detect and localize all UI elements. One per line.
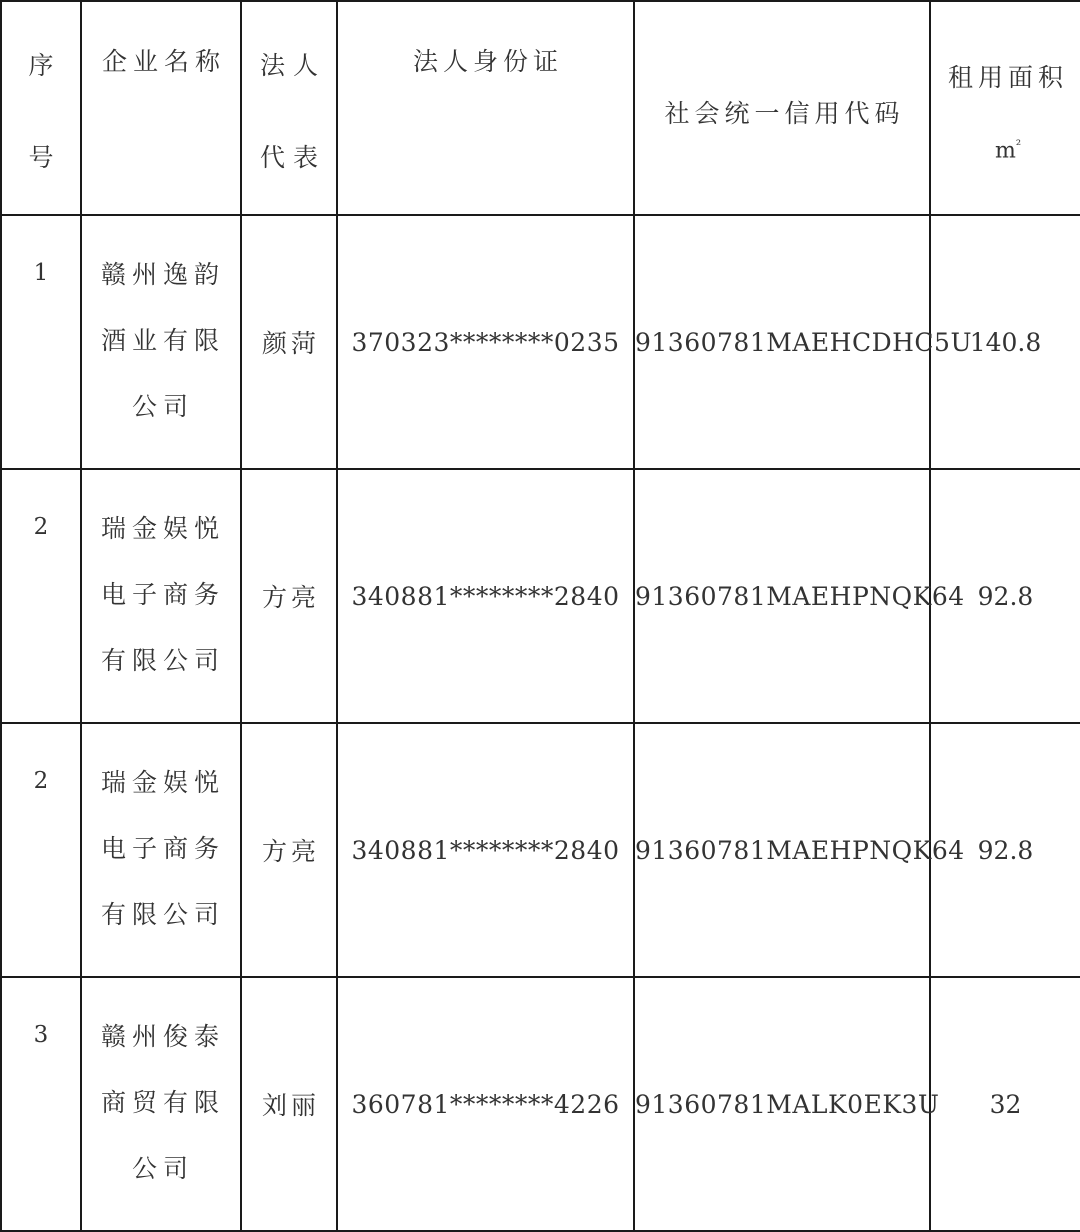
cell-id-card [337, 469, 634, 723]
cell-company [81, 469, 241, 723]
cell-company [81, 215, 241, 469]
header-id-card [337, 1, 634, 215]
company-line: 公司 [131, 392, 194, 421]
company-line: 赣州俊泰 [100, 1022, 225, 1051]
cell-id-card [337, 215, 634, 469]
cell-rep [241, 469, 337, 723]
table-row [1, 977, 1080, 1231]
rep-name: 方亮 [261, 837, 320, 866]
area-value: 92.8 [977, 581, 1034, 611]
cell-company [81, 723, 241, 977]
cell-rep [241, 723, 337, 977]
area-value: 140.8 [969, 327, 1042, 357]
company-line: 瑞金娱悦 [100, 514, 225, 543]
credit-code-value: 91360781MAEHPNQK64 [635, 581, 965, 611]
header-index-line1: 序 [28, 51, 62, 80]
table-row [1, 469, 1080, 723]
rep-name: 方亮 [261, 583, 320, 612]
credit-code-value: 91360781MAEHCDHC5U [635, 327, 973, 357]
company-line: 电子商务 [100, 580, 225, 609]
company-line: 电子商务 [100, 834, 225, 863]
header-area-unit-base: m [994, 138, 1016, 164]
header-area-line1: 租用面积 [947, 63, 1068, 92]
row-index: 2 [33, 514, 49, 540]
cell-index [1, 977, 81, 1231]
header-row [1, 1, 1080, 215]
header-id-card-label: 法人身份证 [412, 47, 563, 76]
header-credit-code-label: 社会统一信用代码 [664, 99, 905, 128]
credit-code-value: 91360781MAEHPNQK64 [635, 835, 965, 865]
id-card-value: 340881********2840 [351, 835, 620, 865]
id-card-value: 340881********2840 [351, 581, 620, 611]
row-index: 3 [33, 1022, 49, 1048]
area-value: 92.8 [977, 835, 1034, 865]
header-index [1, 1, 81, 215]
cell-id-card [337, 723, 634, 977]
row-index: 1 [33, 260, 49, 286]
cell-credit-code [634, 977, 940, 1231]
header-company [81, 1, 241, 215]
table-row [1, 215, 1080, 469]
company-line: 赣州逸韵 [100, 260, 225, 289]
cell-credit-code [634, 215, 973, 469]
header-rep-line1: 法人 [259, 51, 326, 80]
cell-rep [241, 977, 337, 1231]
header-area-unit [936, 112, 1080, 185]
cell-index [1, 215, 81, 469]
header-area-unit-sup: ² [1015, 138, 1022, 153]
rep-name: 颜菏 [261, 329, 320, 358]
company-line: 公司 [131, 1154, 194, 1183]
header-company-label: 企业名称 [101, 47, 226, 76]
header-area [930, 1, 1080, 215]
company-line: 有限公司 [100, 900, 225, 929]
cell-index [1, 723, 81, 977]
cell-index [1, 469, 81, 723]
header-credit-code [634, 1, 930, 215]
company-line: 有限公司 [100, 646, 225, 675]
rep-name: 刘丽 [261, 1091, 320, 1120]
id-card-value: 370323********0235 [351, 327, 620, 357]
cell-area [930, 977, 1080, 1231]
cell-credit-code [634, 723, 965, 977]
credit-code-value: 91360781MALK0EK3U [635, 1089, 940, 1119]
id-card-value: 360781********4226 [351, 1089, 620, 1119]
area-value: 32 [989, 1089, 1022, 1119]
company-line: 商贸有限 [100, 1088, 225, 1117]
company-line: 酒业有限 [100, 326, 225, 355]
cell-rep [241, 215, 337, 469]
table-row [1, 723, 1080, 977]
header-index-line2: 号 [28, 143, 62, 172]
header-rep [241, 1, 337, 215]
header-rep-line2: 代表 [259, 143, 326, 172]
cell-id-card [337, 977, 634, 1231]
cell-credit-code [634, 469, 965, 723]
cell-company [81, 977, 241, 1231]
row-index: 2 [33, 768, 49, 794]
company-line: 瑞金娱悦 [100, 768, 225, 797]
